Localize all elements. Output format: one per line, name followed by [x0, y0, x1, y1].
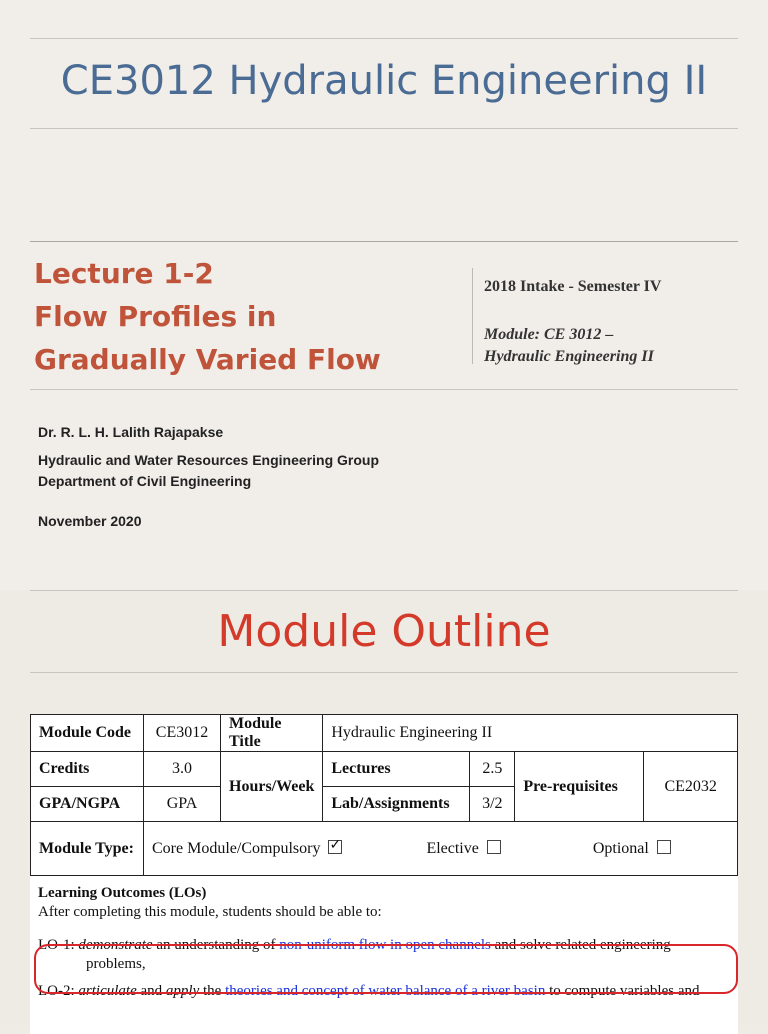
lecture-heading	[34, 252, 381, 381]
lo1-prefix: LO-1:	[38, 937, 75, 953]
lo2-highlight: theories and concept of water balance of a river basin	[225, 983, 546, 999]
lo2-verb2: apply	[165, 983, 200, 999]
module-title-label: Module Title	[221, 715, 323, 752]
lecture-line: Flow Profiles in	[34, 300, 277, 333]
module-type-options	[144, 822, 738, 876]
lecture-line: Gradually Varied Flow	[34, 343, 381, 376]
module-line: Hydraulic Engineering II	[484, 348, 654, 365]
module-table-panel	[30, 714, 738, 1034]
gpa-value: GPA	[144, 787, 221, 822]
module-type-label: Module Type:	[31, 822, 144, 876]
module-code-label: Module Code	[31, 715, 144, 752]
prereq-label: Pre-requisites	[515, 752, 644, 822]
lo1-continuation: problems,	[86, 956, 146, 972]
lo1-end: and solve related engineering	[494, 937, 671, 953]
optional-checkbox[interactable]	[657, 840, 671, 854]
divider	[30, 128, 738, 129]
gpa-label: GPA/NGPA	[31, 787, 144, 822]
lo1-mid: an understanding of	[156, 937, 276, 953]
elective-label: Elective	[426, 839, 479, 857]
lo-heading: Learning Outcomes (LOs)	[38, 885, 207, 901]
lab-label: Lab/Assignments	[323, 787, 470, 822]
credits-label: Credits	[31, 752, 144, 787]
vertical-divider	[472, 268, 473, 364]
core-label: Core Module/Compulsory	[152, 839, 321, 857]
optional-option	[593, 840, 671, 857]
learning-outcomes	[38, 884, 730, 1001]
intake-label: 2018 Intake - Semester IV	[484, 278, 662, 295]
divider	[30, 672, 738, 673]
highlight-oval	[34, 944, 738, 994]
lo2-the: the	[203, 983, 222, 999]
lab-value: 3/2	[470, 787, 515, 822]
divider	[30, 241, 738, 242]
module-title-value: Hydraulic Engineering II	[323, 715, 738, 752]
outline-title: Module Outline	[217, 606, 551, 657]
lo2-end: to compute variables and	[549, 983, 700, 999]
lectures-label: Lectures	[323, 752, 470, 787]
core-checkbox[interactable]	[328, 840, 342, 854]
outline-slide	[0, 590, 768, 1024]
group-name: Hydraulic and Water Resources Engineering Group	[38, 452, 379, 468]
divider	[30, 590, 738, 591]
module-line: Module: CE 3012 –	[484, 326, 614, 343]
hours-label: Hours/Week	[221, 752, 323, 822]
elective-checkbox[interactable]	[487, 840, 501, 854]
module-table	[30, 714, 738, 876]
lo-intro: After completing this module, students should be able to:	[38, 904, 382, 920]
elective-option	[426, 840, 500, 857]
module-code-value: CE3012	[144, 715, 221, 752]
lo2-prefix: LO-2:	[38, 983, 75, 999]
lo1-highlight: non-uniform flow in open channels	[279, 937, 491, 953]
divider	[30, 38, 738, 39]
core-option	[152, 840, 342, 857]
divider	[30, 389, 738, 390]
date: November 2020	[38, 513, 142, 529]
department-name: Department of Civil Engineering	[38, 473, 252, 489]
author-name: Dr. R. L. H. Lalith Rajapakse	[38, 424, 224, 440]
credits-value: 3.0	[144, 752, 221, 787]
lectures-value: 2.5	[470, 752, 515, 787]
lo1-verb: demonstrate	[78, 937, 153, 953]
module-info	[484, 324, 654, 368]
prereq-value: CE2032	[644, 752, 738, 822]
course-title: CE3012 Hydraulic Engineering II	[60, 58, 708, 104]
lecture-line: Lecture 1-2	[34, 257, 214, 290]
lo2-and: and	[140, 983, 163, 999]
optional-label: Optional	[592, 839, 649, 857]
lo2-verb1: articulate	[78, 983, 137, 999]
